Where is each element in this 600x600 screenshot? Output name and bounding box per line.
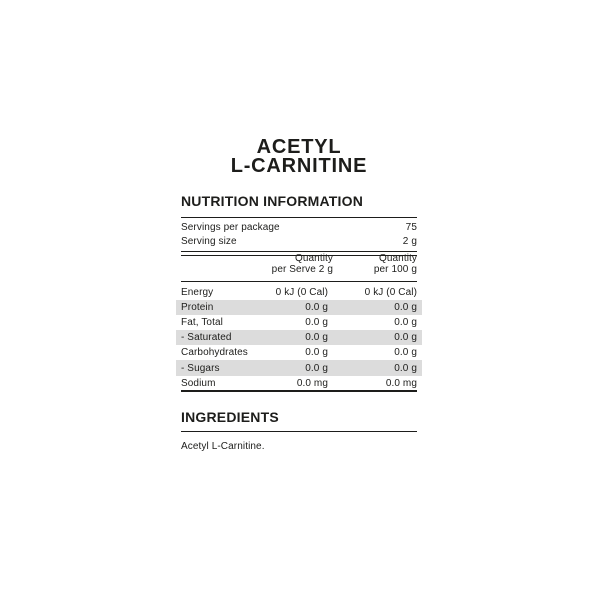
rule-under-headers [181, 281, 417, 282]
row-value-per-serve: 0.0 g [305, 302, 328, 314]
rule-under-ingredients [181, 431, 417, 432]
row-value-per-100g: 0.0 g [394, 302, 417, 314]
product-title [181, 138, 417, 176]
per-serve-header-line1: Quantity [294, 253, 333, 264]
servings-per-package-row [181, 221, 417, 234]
column-header-per-serve [269, 254, 333, 275]
label-column [181, 0, 417, 600]
row-label: Sodium [181, 377, 216, 389]
servings-per-package-label: Servings per package [181, 222, 280, 233]
row-value-per-100g: 0.0 g [394, 332, 417, 344]
rule-table-bottom [181, 390, 417, 392]
per-100g-header-line1: Quantity [378, 253, 417, 264]
table-row-sugars [176, 360, 422, 375]
serving-size-label: Serving size [181, 236, 237, 247]
table-row-protein [176, 300, 422, 315]
table-row-saturated [176, 330, 422, 345]
row-value-per-serve: 0 kJ (0 Cal) [275, 287, 328, 299]
row-label: Carbohydrates [181, 347, 248, 359]
row-value-per-100g: 0 kJ (0 Cal) [364, 287, 417, 299]
row-value-per-serve: 0.0 g [305, 332, 328, 344]
row-label: - Sugars [181, 362, 220, 374]
row-label: Protein [181, 302, 214, 314]
table-row-fat-total [176, 315, 422, 330]
rule-top [181, 217, 417, 218]
serving-size-value: 2 g [402, 236, 417, 247]
table-row-energy [176, 285, 422, 300]
per-100g-header-line2: per 100 g [373, 263, 417, 275]
ingredients-heading: INGREDIENTS [181, 409, 279, 425]
table-row-sodium [176, 376, 422, 391]
nutrition-table-body [181, 285, 417, 391]
row-value-per-serve: 0.0 mg [296, 377, 328, 389]
product-title-line2: L-CARNITINE [230, 155, 368, 177]
table-row-carbohydrates [176, 345, 422, 360]
serving-size-row [181, 235, 417, 248]
product-title-line1: ACETYL [256, 136, 342, 158]
nutrition-information-heading: NUTRITION INFORMATION [181, 193, 364, 209]
column-header-spacer [181, 254, 269, 275]
row-value-per-100g: 0.0 g [394, 347, 417, 359]
row-value-per-100g: 0.0 mg [385, 377, 417, 389]
row-label: Energy [181, 287, 214, 299]
column-header-per-100g [328, 254, 417, 275]
row-value-per-100g: 0.0 g [394, 362, 417, 374]
row-value-per-serve: 0.0 g [305, 362, 328, 374]
table-column-headers [181, 254, 417, 275]
servings-per-package-value: 75 [405, 222, 417, 233]
ingredients-text: Acetyl L-Carnitine. [181, 441, 265, 452]
row-value-per-100g: 0.0 g [394, 317, 417, 329]
row-label: - Saturated [181, 332, 232, 344]
row-value-per-serve: 0.0 g [305, 347, 328, 359]
per-serve-header-line2: per Serve 2 g [271, 263, 333, 275]
row-value-per-serve: 0.0 g [305, 317, 328, 329]
row-label: Fat, Total [181, 317, 223, 329]
